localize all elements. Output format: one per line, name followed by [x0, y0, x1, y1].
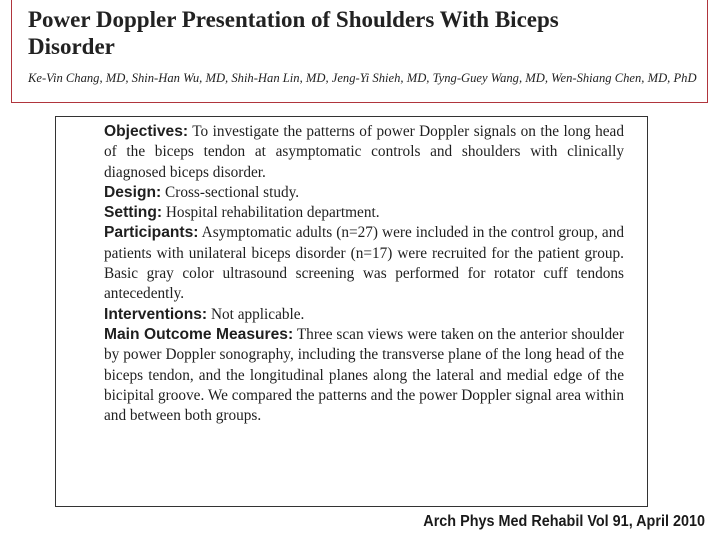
author-list: Ke-Vin Chang, MD, Shin-Han Wu, MD, Shih-Han Lin, MD, Jeng-Yi Shieh, MD, Tyng-Guey Wang, MD, Wen-Shiang Chen, MD, PhD	[28, 71, 697, 85]
abstract-interventions	[104, 305, 624, 325]
abstract-setting	[104, 203, 624, 223]
journal-citation: Arch Phys Med Rehabil Vol 91, April 2010	[423, 513, 705, 530]
section-heading: Objectives:	[104, 123, 189, 140]
section-text: To investigate the patterns of power Doppler signals on the long head of the biceps tendon at asymptomatic controls and shoulders with clinically diagnosed biceps disorder.	[104, 123, 624, 181]
paper-title: Power Doppler Presentation of Shoulders With Biceps Disorder	[28, 7, 559, 59]
abstract-outcome-measures	[104, 325, 624, 426]
section-heading: Interventions:	[104, 305, 208, 323]
section-heading: Participants:	[104, 224, 199, 242]
section-text: Cross-sectional study.	[165, 183, 300, 201]
abstract-text	[104, 122, 624, 426]
abstract-design	[104, 183, 624, 203]
section-heading: Main Outcome Measures:	[104, 325, 294, 343]
section-heading: Design:	[104, 183, 162, 201]
section-text: Hospital rehabilitation department.	[165, 204, 380, 222]
section-text: Not applicable.	[210, 305, 305, 323]
section-text: Three scan views were taken on the anterior shoulder by power Doppler sonography, including the transverse plane of the long head of the biceps tendon, and the longitudinal planes along the lateral and medial edge of the bicipital groove. We compared the patterns and the power Doppler signal area within and between both groups.	[104, 325, 624, 425]
abstract-box	[55, 116, 648, 507]
section-heading: Setting:	[104, 204, 163, 222]
abstract-objectives	[104, 122, 624, 183]
section-text: Asymptomatic adults (n=27) were included in the control group, and patients with unilateral biceps disorder (n=17) were recruited for the patient group. Basic gray color ultrasound screening was performed for rotator cuff tendons antecedently.	[104, 224, 624, 303]
abstract-participants	[104, 223, 624, 304]
